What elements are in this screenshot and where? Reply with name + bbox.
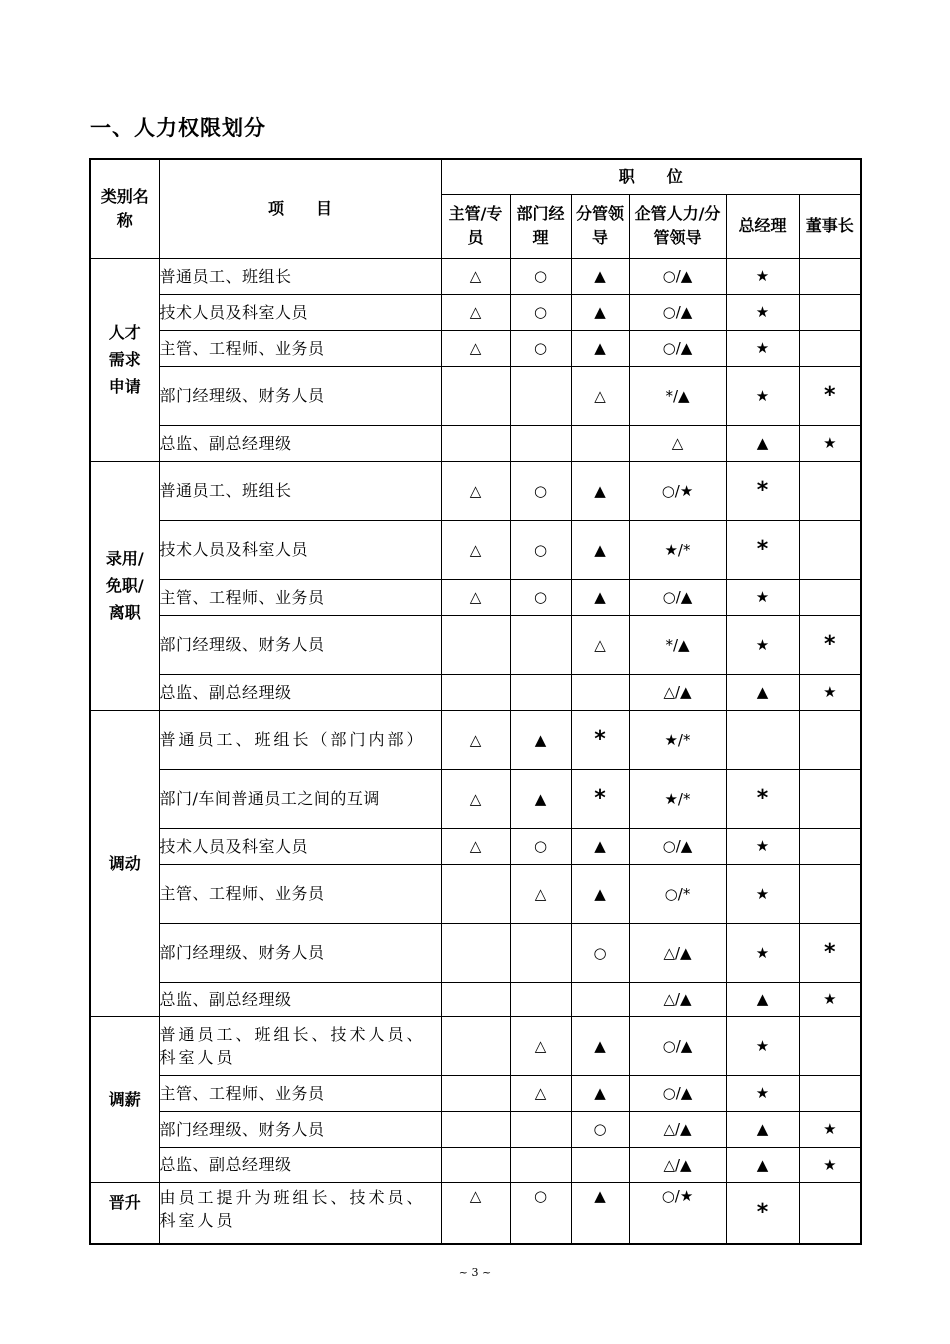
authority-mark: △ [441, 1182, 510, 1244]
authority-mark: △ [510, 1016, 571, 1075]
table-row [90, 294, 861, 330]
authority-mark: ★/* [629, 769, 726, 828]
header-role: 分管领导 [571, 194, 629, 258]
category-cell: 调薪 [90, 1016, 159, 1182]
authority-mark: △ [441, 294, 510, 330]
authority-mark: ★ [726, 923, 799, 982]
authority-mark [799, 1016, 861, 1075]
authority-mark [441, 615, 510, 674]
authority-mark [571, 425, 629, 461]
authority-mark: ★ [726, 1016, 799, 1075]
authority-mark: ★ [726, 1075, 799, 1111]
authority-mark: ○/▲ [629, 294, 726, 330]
category-cell: 调动 [90, 710, 159, 1016]
table-row [90, 330, 861, 366]
authority-mark: ○/★ [629, 1182, 726, 1244]
authority-mark: * [799, 923, 861, 982]
authority-mark: ▲ [726, 1111, 799, 1147]
item-cell: 部门/车间普通员工之间的互调 [159, 769, 441, 828]
authority-mark: ★ [726, 258, 799, 294]
authority-mark: * [726, 769, 799, 828]
table-row [90, 982, 861, 1016]
category-cell: 晋升 [90, 1182, 159, 1244]
header-role: 董事长 [799, 194, 861, 258]
item-cell: 总监、副总经理级 [159, 674, 441, 710]
authority-mark: ○ [510, 330, 571, 366]
authority-mark: ▲ [726, 982, 799, 1016]
authority-mark: △ [441, 461, 510, 520]
item-cell: 普通员工、班组长 [159, 258, 441, 294]
authority-mark: ★ [726, 579, 799, 615]
authority-mark: ○/▲ [629, 1075, 726, 1111]
table-row [90, 1111, 861, 1147]
authority-mark [510, 674, 571, 710]
authority-mark: ▲ [571, 258, 629, 294]
authority-mark: * [571, 769, 629, 828]
authority-mark: △ [571, 615, 629, 674]
authority-mark: ★/* [629, 520, 726, 579]
authority-mark: △ [441, 330, 510, 366]
authority-mark [441, 1111, 510, 1147]
header-item: 项 目 [159, 159, 441, 258]
authority-mark [726, 710, 799, 769]
authority-mark: * [799, 366, 861, 425]
authority-mark [441, 1147, 510, 1182]
table-row [90, 828, 861, 864]
item-cell: 部门经理级、财务人员 [159, 366, 441, 425]
table-row [90, 258, 861, 294]
authority-mark: △ [441, 828, 510, 864]
authority-mark: ▲ [571, 294, 629, 330]
permission-table [89, 158, 862, 1245]
authority-mark: ▲ [571, 520, 629, 579]
table-row [90, 366, 861, 425]
authority-mark [510, 615, 571, 674]
table-row [90, 615, 861, 674]
item-cell: 由员工提升为班组长、技术员、科室人员 [159, 1182, 441, 1244]
authority-mark: ★/* [629, 710, 726, 769]
authority-mark: * [726, 461, 799, 520]
authority-mark: ★ [799, 425, 861, 461]
authority-mark [510, 366, 571, 425]
authority-mark: ★ [799, 982, 861, 1016]
authority-mark: ▲ [571, 461, 629, 520]
authority-mark [799, 828, 861, 864]
authority-mark: ★ [726, 615, 799, 674]
table-row [90, 425, 861, 461]
authority-mark: ★ [799, 1147, 861, 1182]
authority-mark: ★ [799, 1111, 861, 1147]
authority-mark: ★ [726, 366, 799, 425]
authority-mark [441, 1016, 510, 1075]
authority-mark: ▲ [571, 1016, 629, 1075]
authority-mark [799, 258, 861, 294]
authority-mark [799, 294, 861, 330]
item-cell: 部门经理级、财务人员 [159, 923, 441, 982]
authority-mark [571, 1147, 629, 1182]
authority-mark: ○/▲ [629, 330, 726, 366]
item-cell: 总监、副总经理级 [159, 1147, 441, 1182]
table-body [90, 258, 861, 1244]
authority-mark: △/▲ [629, 674, 726, 710]
item-cell: 主管、工程师、业务员 [159, 579, 441, 615]
table-row [90, 1182, 861, 1244]
item-cell: 普通员工、班组长、技术人员、科室人员 [159, 1016, 441, 1075]
header-role: 部门经理 [510, 194, 571, 258]
authority-mark: △ [441, 258, 510, 294]
authority-mark [510, 1111, 571, 1147]
authority-mark [799, 710, 861, 769]
table-row [90, 520, 861, 579]
authority-mark [441, 923, 510, 982]
header-role: 企管人力/分管领导 [629, 194, 726, 258]
authority-mark: ★ [726, 294, 799, 330]
authority-mark: * [726, 1182, 799, 1244]
authority-mark: ○ [510, 258, 571, 294]
authority-mark: ★ [799, 674, 861, 710]
authority-mark: △/▲ [629, 1111, 726, 1147]
authority-mark [441, 674, 510, 710]
authority-mark: △/▲ [629, 923, 726, 982]
authority-mark: ▲ [571, 828, 629, 864]
authority-mark: ▲ [571, 330, 629, 366]
authority-mark: ▲ [571, 1075, 629, 1111]
section-heading: 一、人力权限划分 [90, 116, 266, 140]
authority-mark: △ [441, 520, 510, 579]
authority-mark: ▲ [571, 864, 629, 923]
authority-mark [799, 579, 861, 615]
authority-mark [799, 1182, 861, 1244]
authority-mark: △ [571, 366, 629, 425]
authority-mark [571, 674, 629, 710]
authority-mark: ○ [510, 461, 571, 520]
table-row [90, 674, 861, 710]
authority-mark [799, 769, 861, 828]
authority-mark: ○/★ [629, 461, 726, 520]
authority-mark: ○ [510, 294, 571, 330]
authority-mark: ▲ [510, 710, 571, 769]
table-row [90, 1075, 861, 1111]
authority-mark [510, 982, 571, 1016]
table-row [90, 864, 861, 923]
table-row [90, 461, 861, 520]
authority-mark [799, 520, 861, 579]
header-category: 类别名称 [90, 159, 159, 258]
authority-mark: △/▲ [629, 982, 726, 1016]
authority-mark: ▲ [510, 769, 571, 828]
authority-mark: ▲ [571, 1182, 629, 1244]
authority-mark: △ [510, 864, 571, 923]
table-row [90, 710, 861, 769]
authority-mark: */▲ [629, 615, 726, 674]
authority-mark: ○/▲ [629, 579, 726, 615]
authority-mark: * [799, 615, 861, 674]
authority-mark [799, 461, 861, 520]
authority-mark: ○/▲ [629, 258, 726, 294]
authority-mark: ★ [726, 828, 799, 864]
item-cell: 技术人员及科室人员 [159, 520, 441, 579]
item-cell: 普通员工、班组长（部门内部） [159, 710, 441, 769]
item-cell: 技术人员及科室人员 [159, 294, 441, 330]
authority-mark [441, 366, 510, 425]
item-cell: 普通员工、班组长 [159, 461, 441, 520]
authority-mark: △ [441, 769, 510, 828]
item-cell: 总监、副总经理级 [159, 982, 441, 1016]
authority-mark: ○/* [629, 864, 726, 923]
authority-mark [799, 864, 861, 923]
header-role: 主管/专员 [441, 194, 510, 258]
authority-mark: * [726, 520, 799, 579]
authority-mark: △ [441, 710, 510, 769]
authority-mark: ○ [510, 1182, 571, 1244]
category-cell: 录用/免职/离职 [90, 461, 159, 710]
table-row [90, 923, 861, 982]
authority-mark [510, 425, 571, 461]
authority-mark: △ [510, 1075, 571, 1111]
item-cell: 主管、工程师、业务员 [159, 330, 441, 366]
authority-mark [571, 982, 629, 1016]
authority-mark [799, 1075, 861, 1111]
authority-mark [441, 1075, 510, 1111]
authority-mark [441, 982, 510, 1016]
authority-mark: ○ [510, 579, 571, 615]
table-row [90, 1016, 861, 1075]
authority-mark: ○ [510, 828, 571, 864]
authority-mark [441, 864, 510, 923]
authority-mark: ★ [726, 864, 799, 923]
authority-mark: ○ [571, 923, 629, 982]
item-cell: 总监、副总经理级 [159, 425, 441, 461]
authority-mark [510, 1147, 571, 1182]
authority-mark: ○/▲ [629, 1016, 726, 1075]
table-row [90, 769, 861, 828]
page-number: ~ 3 ~ [458, 1266, 492, 1279]
authority-mark: ▲ [571, 579, 629, 615]
authority-mark: */▲ [629, 366, 726, 425]
authority-mark: △/▲ [629, 1147, 726, 1182]
authority-mark: ○ [571, 1111, 629, 1147]
table-header [90, 159, 861, 258]
authority-mark: ▲ [726, 1147, 799, 1182]
table-row [90, 579, 861, 615]
header-role: 总经理 [726, 194, 799, 258]
header-position: 职 位 [441, 159, 861, 194]
item-cell: 部门经理级、财务人员 [159, 1111, 441, 1147]
authority-mark: ▲ [726, 425, 799, 461]
item-cell: 主管、工程师、业务员 [159, 1075, 441, 1111]
authority-mark [510, 923, 571, 982]
authority-mark: * [571, 710, 629, 769]
category-cell: 人才需求申请 [90, 258, 159, 461]
authority-mark: ▲ [726, 674, 799, 710]
authority-mark: ○ [510, 520, 571, 579]
authority-mark [799, 330, 861, 366]
item-cell: 主管、工程师、业务员 [159, 864, 441, 923]
item-cell: 部门经理级、财务人员 [159, 615, 441, 674]
authority-mark: ★ [726, 330, 799, 366]
item-cell: 技术人员及科室人员 [159, 828, 441, 864]
authority-mark: ○/▲ [629, 828, 726, 864]
authority-mark: △ [441, 579, 510, 615]
authority-mark: △ [629, 425, 726, 461]
table-row [90, 1147, 861, 1182]
authority-mark [441, 425, 510, 461]
